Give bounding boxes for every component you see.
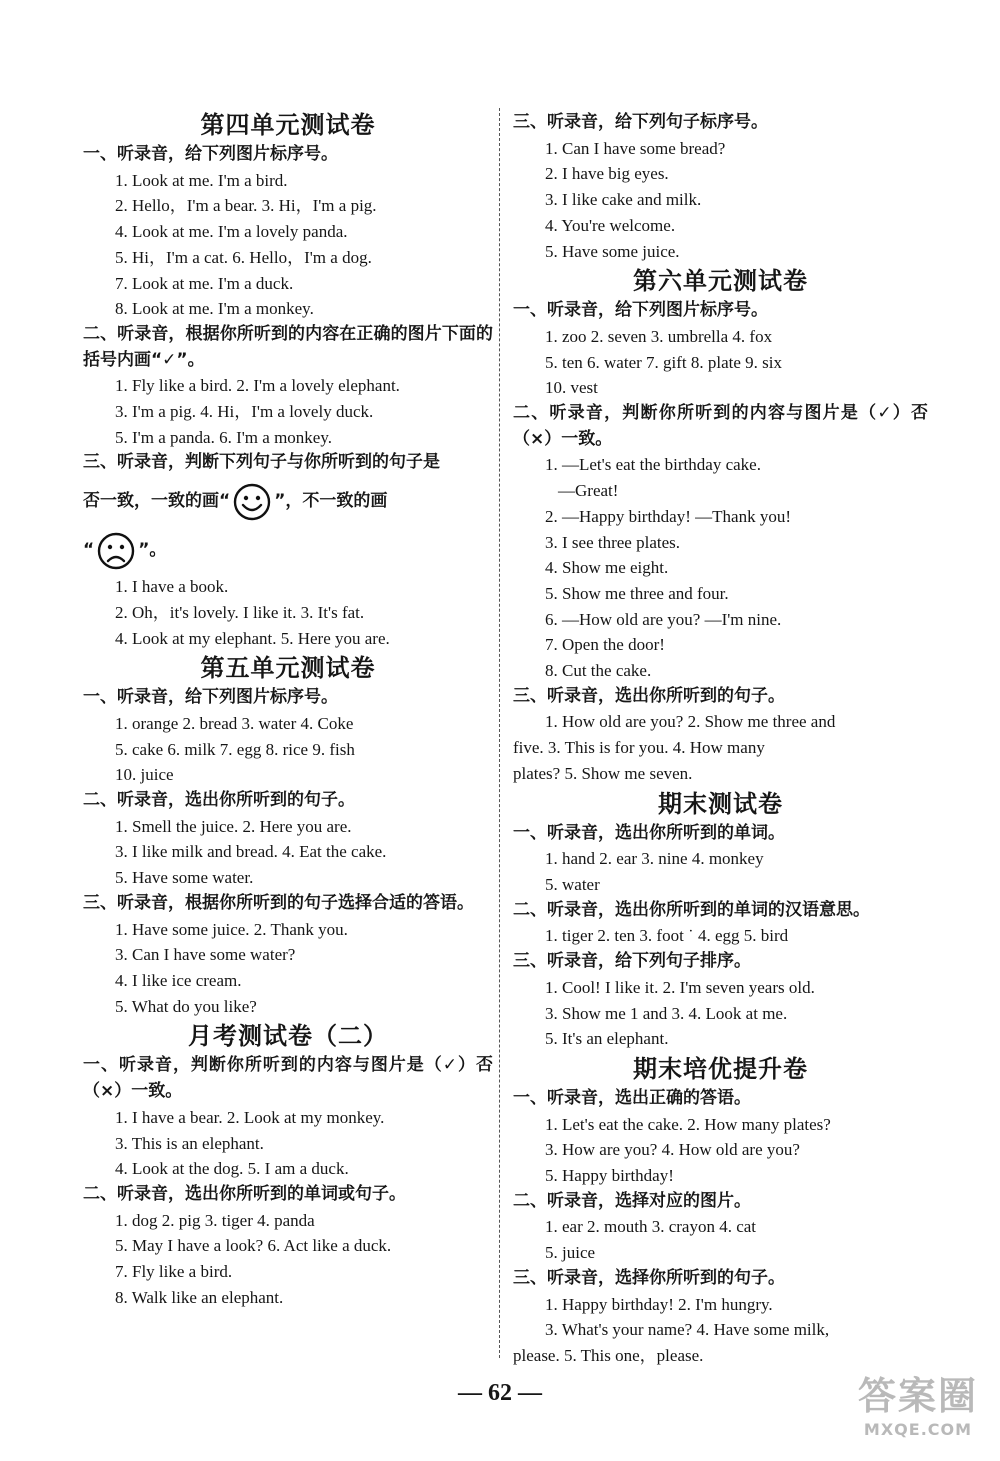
- answer-line: 1. —Let's eat the birthday cake.: [545, 455, 761, 475]
- answer-line: 4. You're welcome.: [545, 215, 676, 235]
- answer-line: 3. What's your name? 4. Have some milk,: [545, 1320, 830, 1340]
- answer-line: 4. Show me eight.: [545, 558, 669, 578]
- question-heading: 三、听录音，根据你所听到的句子选择合适的答语。: [83, 892, 474, 913]
- answer-line: 8. Look at me. I'm a monkey.: [115, 299, 314, 319]
- answer-line: 10. juice: [115, 765, 174, 785]
- answer-line: 1. Look at me. I'm a bird.: [115, 170, 288, 190]
- smiley-face-icon: [232, 482, 272, 522]
- question-heading: 一、听录音，给下列图片标序号。: [83, 144, 338, 164]
- question-heading: 二、听录音，根据你所听到的内容在正确的图片下面的括号内画“✓”。: [83, 323, 493, 370]
- sad-face-icon: [96, 531, 136, 571]
- answer-line: 4. I like ice cream.: [115, 970, 242, 990]
- answer-line: 6. —How old are you? —I'm nine.: [545, 609, 782, 629]
- answer-line: 2. Hello，I'm a bear. 3. Hi，I'm a pig.: [115, 196, 377, 216]
- question-heading: 一、听录音，选出正确的答语。: [513, 1087, 751, 1108]
- answer-line: 1. ear 2. mouth 3. crayon 4. cat: [545, 1217, 757, 1237]
- answer-line: 4. Look at the dog. 5. I am a duck.: [115, 1159, 349, 1179]
- answer-line: 5. cake 6. milk 7. egg 8. rice 9. fish: [115, 739, 355, 759]
- answer-line: 1. Fly like a bird. 2. I'm a lovely elephant.: [115, 376, 400, 396]
- left-column: [83, 108, 493, 1310]
- answer-line: 1. hand 2. ear 3. nine 4. monkey: [545, 849, 764, 869]
- emoji-text-a: 否一致，一致的画“: [83, 491, 231, 512]
- answer-line: 5. Have some juice.: [545, 241, 680, 261]
- answer-line: 1. zoo 2. seven 3. umbrella 4. fox: [545, 326, 773, 346]
- section-title-final: 期末测试卷: [658, 789, 783, 818]
- question-heading: 二、听录音，选出你所听到的句子。: [83, 790, 355, 811]
- answer-line: 5. Hi，I'm a cat. 6. Hello，I'm a dog.: [115, 247, 372, 267]
- answer-line: 3. Show me 1 and 3. 4. Look at me.: [545, 1003, 788, 1023]
- answer-line: 1. Cool! I like it. 2. I'm seven years old.: [545, 977, 815, 997]
- answer-line: 1. I have a bear. 2. Look at my monkey.: [115, 1107, 385, 1127]
- answer-line: 5. juice: [545, 1243, 596, 1263]
- emoji-text-b: ”，不一致的画: [274, 491, 388, 512]
- watermark-bottom: MXQE.COM: [863, 1420, 973, 1439]
- question-heading: 二、听录音，判断你所听到的内容与图片是（✓）否（×）一致。: [513, 403, 928, 449]
- answer-line: 5. I'm a panda. 6. I'm a monkey.: [115, 427, 332, 447]
- answer-line: 5. water: [545, 874, 600, 894]
- answer-line: 2. I have big eyes.: [545, 164, 669, 184]
- section-title-advanced: 期末培优提升卷: [633, 1054, 808, 1083]
- question-heading: 三、听录音，选出你所听到的句子。: [513, 685, 785, 706]
- page-number: — 62 —: [458, 1380, 542, 1406]
- answer-line: 1. tiger 2. ten 3. foot ˙ 4. egg 5. bird: [545, 926, 789, 946]
- section-title-unit4: 第四单元测试卷: [200, 111, 376, 139]
- answer-line: 7. Open the door!: [545, 635, 665, 655]
- answer-line: 5. What do you like?: [115, 996, 257, 1016]
- question-heading: 二、听录音，选出你所听到的单词的汉语意思。: [513, 899, 870, 920]
- answer-line: 7. Look at me. I'm a duck.: [115, 273, 294, 293]
- answer-line: 1. Let's eat the cake. 2. How many plates?: [545, 1114, 831, 1134]
- emoji-text-d: ”。: [138, 540, 167, 561]
- answer-line: 1. Smell the juice. 2. Here you are.: [115, 816, 352, 836]
- answer-line: 10. vest: [545, 378, 598, 398]
- answer-line: 2. —Happy birthday! —Thank you!: [545, 506, 791, 526]
- question-heading: 三、听录音，判断下列句子与你所听到的句子是: [83, 452, 440, 473]
- answer-line: 4. Look at me. I'm a lovely panda.: [115, 222, 348, 242]
- section-title-monthly2: 月考测试卷（二）: [188, 1022, 388, 1051]
- answer-line: 5. It's an elephant.: [545, 1029, 669, 1049]
- answer-line: 3. I see three plates.: [545, 532, 680, 552]
- section-title-unit5: 第五单元测试卷: [200, 654, 376, 683]
- question-heading: 二、听录音，选择对应的图片。: [513, 1190, 751, 1211]
- answer-line: 1. I have a book.: [115, 577, 229, 597]
- answer-line: 2. Oh，it's lovely. I like it. 3. It's fat.: [115, 602, 365, 622]
- answer-line: 7. Fly like a bird.: [115, 1262, 233, 1282]
- answer-line: 8. Cut the cake.: [545, 661, 652, 681]
- question-heading: 一、听录音，选出你所听到的单词。: [513, 822, 785, 843]
- answer-line: 8. Walk like an elephant.: [115, 1287, 284, 1307]
- question-heading: 三、听录音，给下列句子排序。: [513, 951, 751, 972]
- answer-line: 1. dog 2. pig 3. tiger 4. panda: [115, 1210, 315, 1230]
- answer-line: —Great!: [558, 481, 619, 501]
- answer-line: plates? 5. Show me seven.: [513, 763, 693, 783]
- question-heading: 一、听录音，给下列图片标序号。: [513, 300, 768, 321]
- answer-line: 1. Have some juice. 2. Thank you.: [115, 919, 348, 939]
- answer-line: 5. May I have a look? 6. Act like a duck.: [115, 1236, 392, 1256]
- answer-line: 3. I like milk and bread. 4. Eat the cake.: [115, 842, 387, 862]
- answer-line: 5. Happy birthday!: [545, 1166, 674, 1186]
- answer-line: 3. How are you? 4. How old are you?: [545, 1140, 800, 1160]
- answer-line: 3. This is an elephant.: [115, 1133, 264, 1153]
- right-column: [513, 110, 928, 1369]
- answer-line: 5. Have some water.: [115, 868, 254, 888]
- question-heading: 一、听录音，判断你所听到的内容与图片是（✓）否（×）一致。: [83, 1055, 493, 1102]
- emoji-text-c: “: [83, 540, 95, 561]
- emoji-instruction-2: [83, 528, 493, 574]
- answer-line: 1. orange 2. bread 3. water 4. Coke: [115, 713, 354, 733]
- answer-line: 5. ten 6. water 7. gift 8. plate 9. six: [545, 352, 783, 372]
- question-heading: 三、听录音，选择你所听到的句子。: [513, 1267, 785, 1288]
- watermark-top: 答案圈: [857, 1374, 978, 1418]
- section-title-unit6: 第六单元测试卷: [633, 267, 808, 296]
- answer-line: 1. Can I have some bread?: [545, 138, 726, 158]
- watermark-logo: [858, 1365, 978, 1439]
- question-heading: 一、听录音，给下列图片标序号。: [83, 687, 338, 708]
- answer-line: 1. Happy birthday! 2. I'm hungry.: [545, 1294, 773, 1314]
- answer-line: 4. Look at my elephant. 5. Here you are.: [115, 628, 390, 648]
- column-divider: [499, 108, 500, 1358]
- answer-line: five. 3. This is for you. 4. How many: [513, 738, 765, 758]
- answer-line: 3. I'm a pig. 4. Hi，I'm a lovely duck.: [115, 402, 374, 422]
- answer-line: 3. Can I have some water?: [115, 945, 296, 965]
- question-heading: 二、听录音，选出你所听到的单词或句子。: [83, 1183, 406, 1204]
- question-heading: 三、听录音，给下列句子标序号。: [513, 112, 768, 132]
- emoji-instruction: [83, 476, 493, 528]
- answer-line: please. 5. This one，please.: [513, 1345, 704, 1365]
- answer-line: 1. How old are you? 2. Show me three and: [545, 712, 836, 732]
- answer-line: 3. I like cake and milk.: [545, 190, 702, 210]
- answer-line: 5. Show me three and four.: [545, 583, 729, 603]
